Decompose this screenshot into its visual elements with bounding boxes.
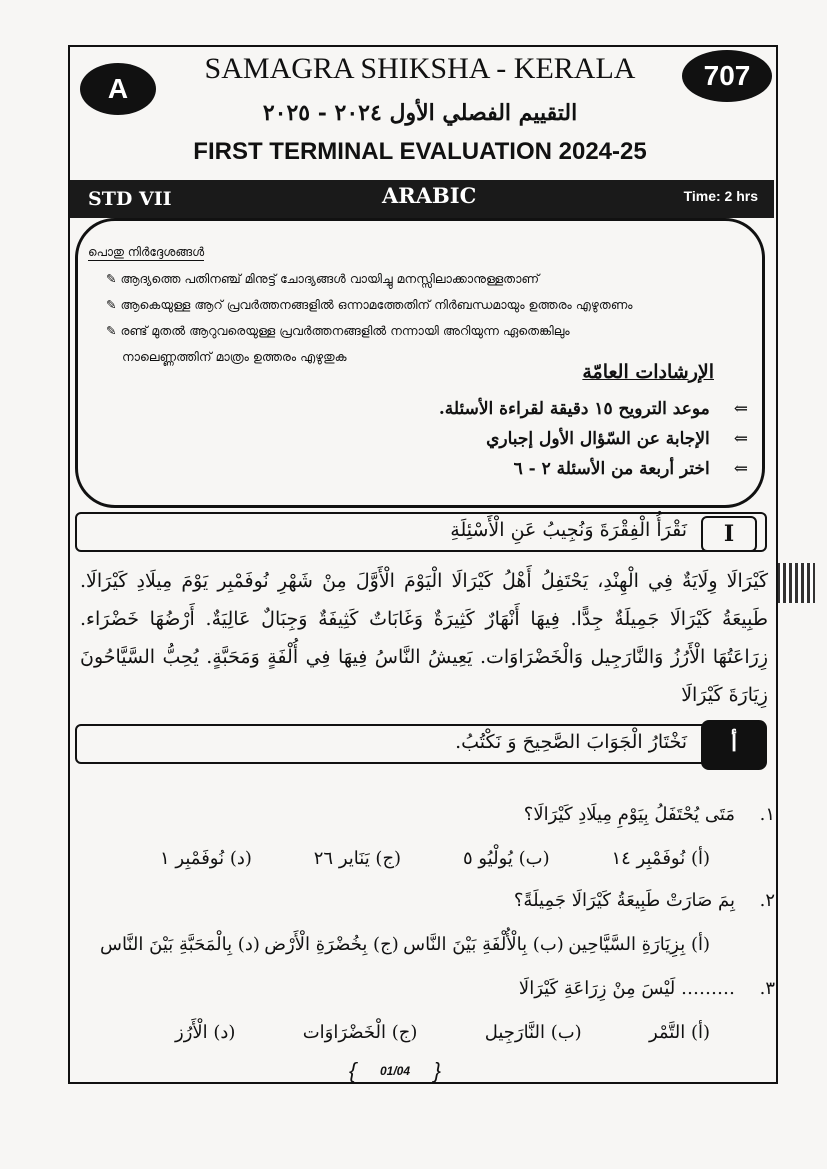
page-number: { 01/04 } — [355, 1064, 435, 1078]
option: (ج) بِخُضْرَةِ الْأَرْض — [264, 934, 399, 955]
std-label: STD VII — [88, 188, 172, 210]
time-label: Time: 2 hrs — [683, 188, 758, 204]
ml-item: നാലെണ്ണത്തിന് മാത്രം ഉത്തരം എഴുതുക — [122, 349, 347, 364]
question — [135, 890, 775, 911]
options — [175, 1022, 710, 1043]
question-number: ٣. — [759, 978, 775, 999]
set-badge: A — [80, 63, 156, 115]
subject-label: ARABIC — [382, 183, 477, 208]
ar-item — [439, 399, 748, 419]
ar-heading: الإرشادات العامّة — [582, 361, 714, 383]
option: (ج) الْخَضْرَاوَات — [302, 1022, 418, 1043]
option: (أ) التَّمْر — [648, 1022, 710, 1043]
part-a-header — [75, 724, 767, 764]
ar-item-text: موعد الترويح ١٥ دقيقة لقراءة الأسئلة. — [438, 399, 710, 419]
arrow-icon: ⇐ — [733, 459, 748, 479]
ml-item-text: രണ്ട് മുതൽ ആറുവരെയുള്ള പ്രവർത്തനങ്ങളിൽ നന്നായി അറിയുന്ന ഏതെങ്കിലും — [120, 323, 570, 338]
options — [100, 934, 710, 955]
ar-item-text: الإجابة عن السّؤال الأول إجباري — [486, 429, 710, 449]
question-number: ١. — [759, 804, 775, 825]
instructions-box — [75, 218, 765, 508]
arabic-title: التقييم الفصلي الأول ٢٠٢٤ - ٢٠٢٥ — [262, 100, 578, 126]
org-title: SAMAGRA SHIKSHA - KERALA — [204, 52, 636, 85]
section-number: I — [701, 516, 757, 552]
question-number: ٢. — [759, 890, 775, 911]
option: (ج) يَنَاير ٢٦ — [313, 848, 402, 869]
reading-passage: كَيْرَالَا وِلَايَةٌ فِي الْهِنْدِ، يَحْتَفِلُ أَهْلُ كَيْرَالَا الْيَوْمَ الْأَوَّلَ مِنْ شَهْرِ نُوفَمْبِر يَوْمَ مِيلَادِ كَيْرَالَا. طَبِيعَةُ كَيْرَالَا جَمِيلَةٌ جِدًّا. فِيهَا أَنْهَارٌ كَثِيرَةٌ وَغَابَاتٌ كَثِيفَةٌ وَجِبَالٌ عَالِيَةٌ. أَرْضُهَا خَضْرَاء. زِرَاعَتُهَا الْأَرُزُ وَالنَّارَجِيل وَالْخَضْرَاوَات. يَعِيشُ النَّاسُ فِيهَا فِي أُلْفَةٍ وَمَحَبَّةٍ. يُحِبُّ السَّيَّاحُونَ زِيَارَةَ كَيْرَالَا — [80, 570, 768, 706]
ml-item: ✎ ആകെയുള്ള ആറ് പ്രവർത്തനങ്ങളിൽ ഒന്നാമത്തേതിന് നിർബന്ധമായും ഉത്തരം എഴുതണം — [106, 297, 633, 312]
option: (أ) نُوفَمْبِر ١٤ — [611, 848, 710, 869]
ml-item: ✎ ആദ്യത്തെ പതിനഞ്ച് മിനുട്ട് ചോദ്യങ്ങൾ വായിച്ചു മനസ്സിലാക്കാനുള്ളതാണ് — [106, 271, 540, 286]
part-instruction: نَخْتَارُ الْجَوَابَ الصَّحِيحَ وَ نَكْتُبُ. — [455, 731, 687, 753]
section-1-header — [75, 512, 767, 552]
ml-item-text: ആകെയുള്ള ആറ് പ്രവർത്തനങ്ങളിൽ ഒന്നാമത്തേതിന് നിർബന്ധമായും ഉത്തരം എഴുതണം — [120, 297, 633, 312]
part-label: أ — [701, 720, 767, 770]
ar-item — [514, 459, 748, 479]
option: (ب) يُولْيُو ٥ — [462, 848, 550, 869]
ar-item — [486, 429, 748, 449]
code-badge: 707 — [682, 50, 772, 102]
info-bar — [70, 180, 774, 218]
ml-item-text: ആദ്യത്തെ പതിനഞ്ച് മിനുട്ട് ചോദ്യങ്ങൾ വായിച്ചു മനസ്സിലാക്കാനുള്ളതാണ് — [120, 271, 540, 286]
section-instruction: نَقْرَأُ الْفِقْرَةَ وَنُجِيبُ عَنِ الْأَسْئِلَةِ — [450, 519, 687, 541]
ml-heading: പൊതു നിർദ്ദേശങ്ങൾ — [88, 245, 205, 259]
option: (د) بِالْمَحَبَّةِ بَيْنَ النَّاس — [100, 934, 260, 955]
options — [160, 848, 710, 869]
option: (د) نُوفَمْبِر ١ — [160, 848, 252, 869]
option: (أ) بِزِيَارَةِ السَّيَّاحِين — [568, 934, 710, 955]
question-text: بِمَ صَارَتْ طَبِيعَةُ كَيْرَالَا جَمِيلَةً؟ — [513, 890, 735, 911]
option: (ب) النَّارَجِيل — [484, 1022, 582, 1043]
question-text: ……… لَيْسَ مِنْ زِرَاعَةِ كَيْرَالَا — [518, 978, 735, 999]
exam-title: FIRST TERMINAL EVALUATION 2024-25 — [193, 138, 647, 165]
qr-code — [777, 563, 815, 603]
ml-item: ✎ രണ്ട് മുതൽ ആറുവരെയുള്ള പ്രവർത്തനങ്ങളിൽ നന്നായി അറിയുന്ന ഏതെങ്കിലും — [106, 323, 570, 338]
ar-item-text: اختر أربعة من الأسئلة ٢ - ٦ — [513, 459, 710, 479]
option: (ب) بِالْأُلْفَةِ بَيْنَ النَّاس — [403, 934, 564, 955]
option: (د) الْأَرُز — [175, 1022, 236, 1043]
question-text: مَتَى يُحْتَفَلُ بِيَوْمِ مِيلَادِ كَيْرَالَا؟ — [523, 804, 735, 825]
arrow-icon: ⇐ — [733, 399, 748, 419]
question — [135, 978, 775, 999]
arrow-icon: ⇐ — [733, 429, 748, 449]
question — [135, 804, 775, 825]
